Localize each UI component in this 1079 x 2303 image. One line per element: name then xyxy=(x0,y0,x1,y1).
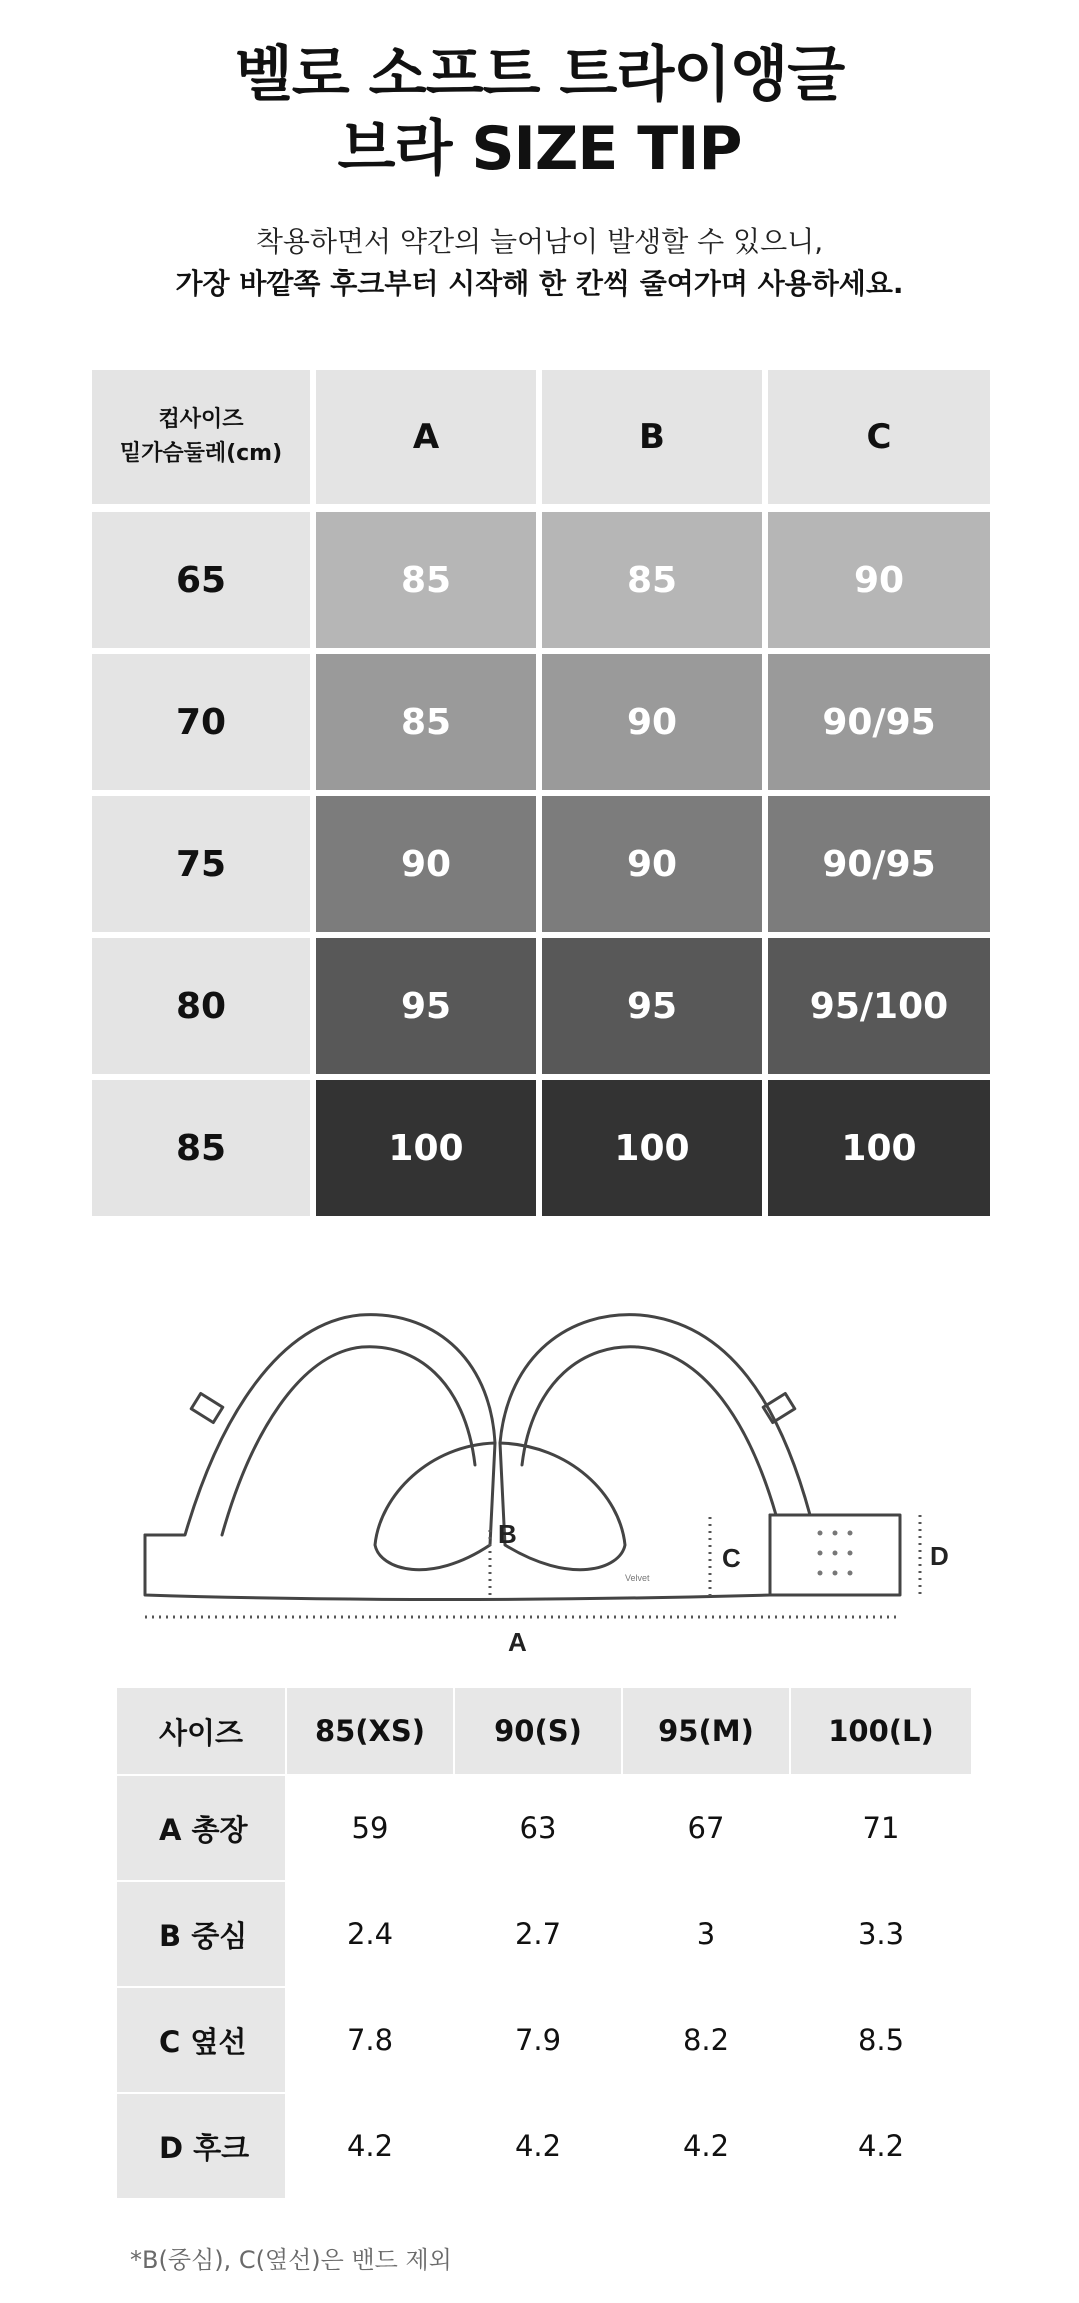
table-header-l: 100(L) xyxy=(791,1688,971,1774)
diagram-label-a: A xyxy=(508,1627,527,1657)
hook-dots xyxy=(818,1531,853,1576)
right-cup xyxy=(500,1443,625,1570)
table-cell: 2.4 xyxy=(287,1882,453,1986)
size-cell: 90 xyxy=(542,654,762,790)
page-title-line2: 브라 SIZE TIP xyxy=(337,114,742,184)
table-cell: 67 xyxy=(623,1776,789,1880)
subtitle-line1: 착용하면서 약간의 늘어남이 발생할 수 있으니, xyxy=(255,225,824,258)
table-cell: 2.7 xyxy=(455,1882,621,1986)
brand-label: Velvet xyxy=(625,1573,650,1583)
size-cell: 100 xyxy=(768,1080,990,1216)
table-cell: 59 xyxy=(287,1776,453,1880)
diagram-label-d: D xyxy=(930,1541,949,1571)
right-strap-inner xyxy=(522,1347,776,1515)
size-cell: 85 xyxy=(542,512,762,648)
row-header-85: 85 xyxy=(92,1080,310,1216)
table-row-label-b: B 중심 xyxy=(117,1882,285,1986)
left-strap-outer xyxy=(145,1315,495,1535)
row-header-75: 75 xyxy=(92,796,310,932)
table-row-label-d: D 후크 xyxy=(117,2094,285,2198)
right-strap-outer xyxy=(500,1315,810,1515)
left-slider xyxy=(191,1393,223,1422)
size-cell: 95 xyxy=(542,938,762,1074)
subtitle-line2: 가장 바깥쪽 후크부터 시작해 한 칸씩 줄여가며 사용하세요. xyxy=(175,267,904,300)
left-cup xyxy=(375,1443,495,1570)
bra-measurement-diagram xyxy=(130,1295,960,1665)
size-cell: 90/95 xyxy=(768,796,990,932)
row-header-80: 80 xyxy=(92,938,310,1074)
size-cell: 90 xyxy=(768,512,990,648)
page-title-line1: 벨로 소프트 트라이앵글 xyxy=(234,40,845,110)
band-outline xyxy=(145,1515,770,1600)
table-header-s: 90(S) xyxy=(455,1688,621,1774)
table-cell: 4.2 xyxy=(287,2094,453,2198)
table-cell: 7.9 xyxy=(455,1988,621,2092)
table-header-xs: 85(XS) xyxy=(287,1688,453,1774)
table-cell: 71 xyxy=(791,1776,971,1880)
corner-label-cup: 컵사이즈 xyxy=(158,407,244,432)
bra-diagram-svg xyxy=(130,1295,960,1665)
table-cell: 4.2 xyxy=(623,2094,789,2198)
footnote: *B(중심), C(옆선)은 밴드 제외 xyxy=(130,2246,452,2274)
size-chart-corner xyxy=(92,370,310,504)
corner-label-band: 밑가슴둘레(cm) xyxy=(119,441,283,466)
size-chart xyxy=(92,370,990,1220)
size-cell: 90/95 xyxy=(768,654,990,790)
size-cell: 85 xyxy=(316,654,536,790)
table-row-label-c: C 옆선 xyxy=(117,1988,285,2092)
column-header-b: B xyxy=(542,370,762,504)
table-cell: 63 xyxy=(455,1776,621,1880)
table-cell: 7.8 xyxy=(287,1988,453,2092)
column-header-c: C xyxy=(768,370,990,504)
table-cell: 4.2 xyxy=(791,2094,971,2198)
table-cell: 8.5 xyxy=(791,1988,971,2092)
size-cell: 100 xyxy=(542,1080,762,1216)
size-cell: 90 xyxy=(316,796,536,932)
table-header-size: 사이즈 xyxy=(117,1688,285,1774)
diagram-label-c: C xyxy=(722,1543,741,1573)
size-cell: 95/100 xyxy=(768,938,990,1074)
table-cell: 8.2 xyxy=(623,1988,789,2092)
column-header-a: A xyxy=(316,370,536,504)
left-strap-inner xyxy=(222,1347,475,1535)
size-cell: 90 xyxy=(542,796,762,932)
row-header-70: 70 xyxy=(92,654,310,790)
size-cell: 100 xyxy=(316,1080,536,1216)
measurement-table xyxy=(117,1688,971,2216)
table-cell: 3 xyxy=(623,1882,789,1986)
size-cell: 85 xyxy=(316,512,536,648)
size-cell: 95 xyxy=(316,938,536,1074)
diagram-label-b: B xyxy=(498,1519,517,1549)
table-cell: 4.2 xyxy=(455,2094,621,2198)
table-cell: 3.3 xyxy=(791,1882,971,1986)
table-header-m: 95(M) xyxy=(623,1688,789,1774)
table-row-label-a: A 총장 xyxy=(117,1776,285,1880)
row-header-65: 65 xyxy=(92,512,310,648)
